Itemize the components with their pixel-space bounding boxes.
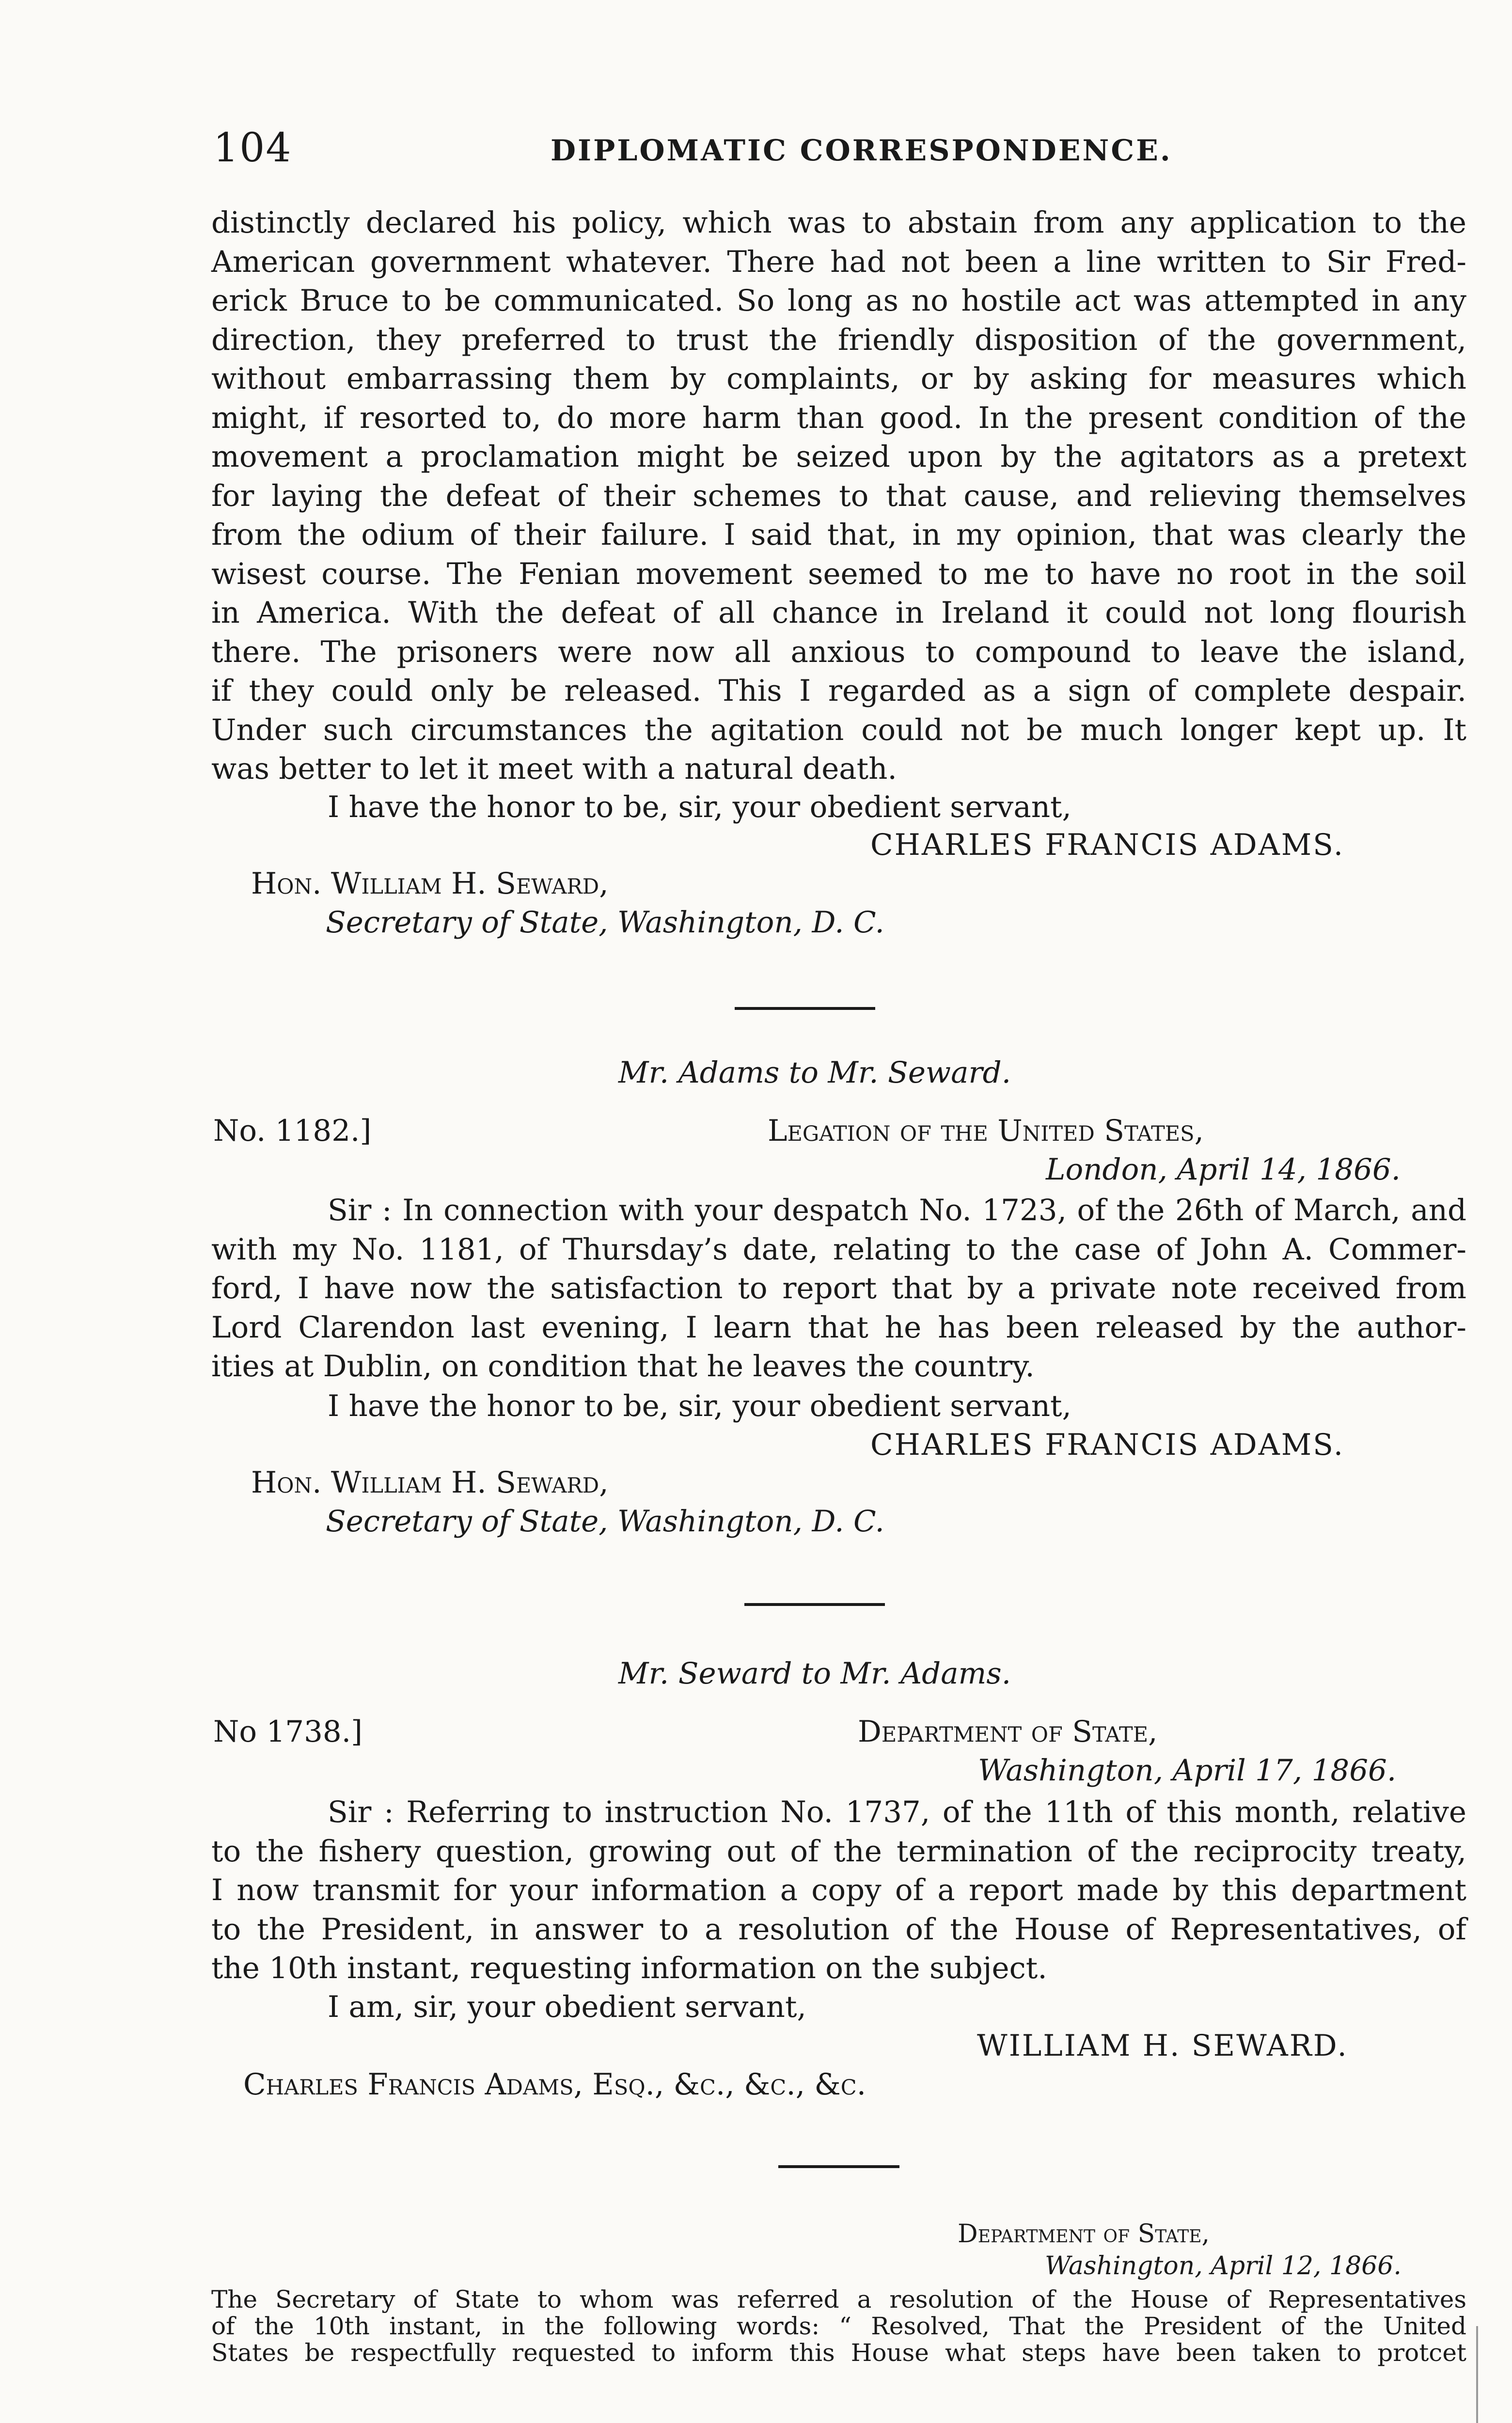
letter2-line: Lord Clarendon last evening, I learn that he has been released by the author- <box>211 1310 1466 1345</box>
page-number: 104 <box>213 125 292 171</box>
letter1-addressee: Hon. William H. Seward, <box>251 866 609 901</box>
letter3-line: I now transmit for your information a copy of a report made by this department <box>211 1873 1466 1907</box>
letter1-line: from the odium of their failure. I said that, in my opinion, that was clearly the <box>211 518 1466 552</box>
letter3-place-date: Washington, April 17, 1866. <box>978 1753 1397 1788</box>
report-office: Department of State, <box>958 2219 1210 2249</box>
page-header <box>211 125 1466 173</box>
letter1-line: direction, they preferred to trust the friendly disposition of the government, <box>211 322 1466 357</box>
letter2-office: Legation of the United States, <box>768 1114 1204 1148</box>
letter3-signature: WILLIAM H. SEWARD. <box>977 2029 1348 2063</box>
letter3-body <box>211 1793 1466 1988</box>
letter2-number: No. 1182.] <box>213 1114 372 1148</box>
letter3-office: Department of State, <box>858 1715 1158 1749</box>
letter2-body <box>211 1191 1466 1386</box>
page-edge-line <box>1476 2326 1478 2423</box>
letter1-line: erick Bruce to be communicated. So long as no hostile act was attempted in any <box>211 283 1466 318</box>
letter1-line: Under such circumstances the agitation could not be much longer kept up. It <box>211 712 1466 747</box>
letter1-line: wisest course. The Fenian movement seemed to me to have no root in the soil <box>211 556 1466 591</box>
report-line: of the 10th instant, in the following words: “ Resolved, That the President of the United <box>211 2312 1466 2340</box>
letter1-line: distinctly declared his policy, which was to abstain from any application to the <box>211 205 1466 240</box>
letter2-line: ities at Dublin, on condition that he leaves the country. <box>211 1349 1035 1384</box>
letter2-line: with my No. 1181, of Thursday’s date, relating to the case of John A. Commer- <box>211 1232 1466 1267</box>
letter1-line: for laying the defeat of their schemes to that cause, and relieving themselves <box>211 478 1466 513</box>
letter1-signature: CHARLES FRANCIS ADAMS. <box>870 828 1345 862</box>
letter3-line: to the fishery question, growing out of the termination of the reciprocity treaty, <box>211 1834 1466 1869</box>
letter2-addressee: Hon. William H. Seward, <box>251 1465 609 1500</box>
letter1-line: might, if resorted to, do more harm than good. In the present condition of the <box>211 400 1466 435</box>
letter3-line: to the President, in answer to a resolution of the House of Representatives, of <box>211 1912 1466 1947</box>
letter2-closing: I have the honor to be, sir, your obedient servant, <box>328 1389 1071 1423</box>
letter3-line: Sir : Referring to instruction No. 1737, of the 11th of this month, relative <box>328 1795 1466 1829</box>
section-divider <box>778 2165 899 2168</box>
letter1-line: in America. With the defeat of all chance in Ireland it could not long flourish <box>211 596 1466 630</box>
letter1-line: American government whatever. There had not been a line written to Sir Fred- <box>211 244 1466 279</box>
letter2-line: Sir : In connection with your despatch No. 1723, of the 26th of March, and <box>328 1193 1466 1227</box>
letter2-line: ford, I have now the satisfaction to report that by a private note received from <box>211 1271 1466 1306</box>
letter1-line: if they could only be released. This I regarded as a sign of complete despair. <box>211 674 1466 708</box>
report-place-date: Washington, April 12, 1866. <box>1045 2251 1402 2281</box>
letter1-closing: I have the honor to be, sir, your obedient servant, <box>328 790 1071 824</box>
section-divider <box>744 1603 885 1606</box>
report-body <box>211 2286 1466 2366</box>
letter1-addressee-title: Secretary of State, Washington, D. C. <box>326 905 884 940</box>
letter1-line: without embarrassing them by complaints, or by asking for measures which <box>211 362 1466 396</box>
letter2-place-date: London, April 14, 1866. <box>1046 1152 1401 1187</box>
letter1-line: was better to let it meet with a natural death. <box>211 752 897 786</box>
letter2-heading: Mr. Adams to Mr. Seward. <box>618 1055 1011 1090</box>
letter1-body <box>211 204 1466 789</box>
letter3-heading: Mr. Seward to Mr. Adams. <box>618 1656 1011 1691</box>
letter2-signature: CHARLES FRANCIS ADAMS. <box>870 1428 1345 1462</box>
letter1-line: movement a proclamation might be seized upon by the agitators as a pretext <box>211 440 1466 474</box>
letter3-addressee: Charles Francis Adams, Esq., &c., &c., &c. <box>243 2067 866 2102</box>
letter3-closing: I am, sir, your obedient servant, <box>328 1990 806 2024</box>
running-title: DIPLOMATIC CORRESPONDENCE. <box>551 134 1172 168</box>
letter2-addressee-title: Secretary of State, Washington, D. C. <box>326 1504 884 1539</box>
section-divider <box>735 1007 875 1010</box>
letter3-line: the 10th instant, requesting information on the subject. <box>211 1951 1047 1985</box>
document-page <box>211 0 1471 2423</box>
report-line: States be respectfully requested to inform this House what steps have been taken to protcet <box>211 2339 1466 2367</box>
report-line: The Secretary of State to whom was referred a resolution of the House of Representatives <box>211 2285 1466 2313</box>
letter1-line: there. The prisoners were now all anxious to compound to leave the island, <box>211 634 1466 669</box>
letter3-number: No 1738.] <box>213 1715 362 1749</box>
